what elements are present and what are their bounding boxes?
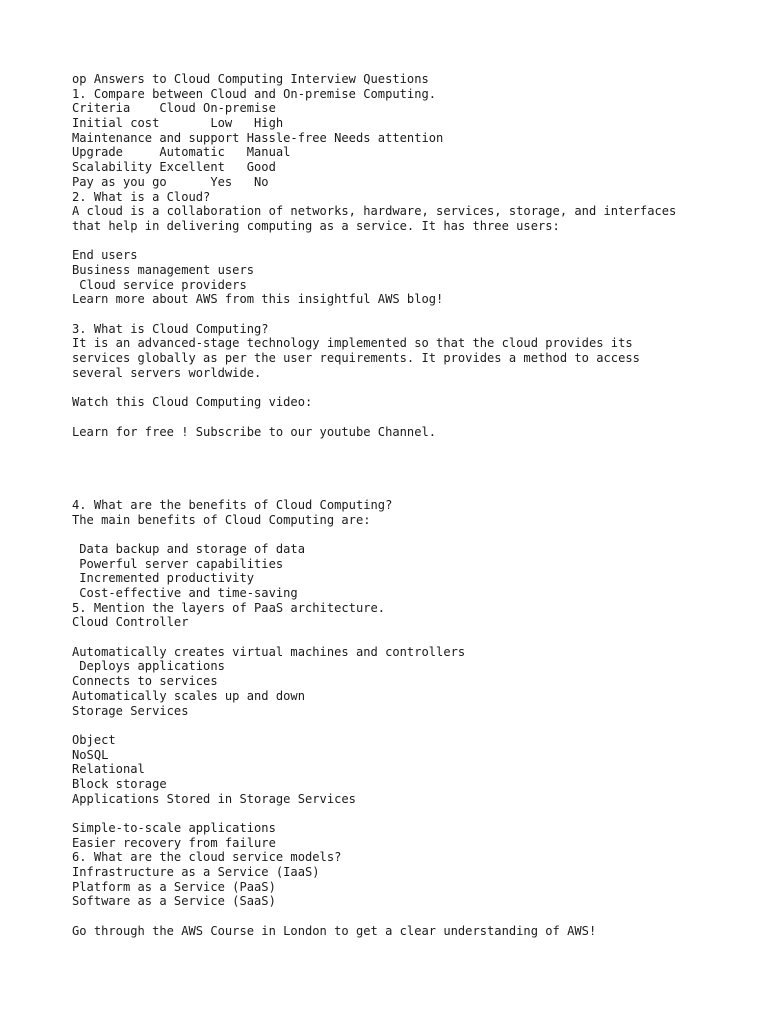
video-text: Watch this Cloud Computing video:: [72, 395, 313, 410]
spacer: [72, 806, 676, 821]
question-2: 2. What is a Cloud?: [72, 189, 211, 204]
video-placeholder-gap: [72, 439, 676, 483]
list-item: NoSQL: [72, 747, 109, 762]
spacer: [72, 410, 676, 425]
list-item: Automatically scales up and down: [72, 688, 305, 703]
answer-line: A cloud is a collaboration of networks, hardware, services, storage, and interfaces: [72, 204, 677, 219]
document-title: op Answers to Cloud Computing Interview Questions: [72, 72, 429, 86]
list-item: Infrastructure as a Service (IaaS): [72, 865, 320, 880]
list-item: Easier recovery from failure: [72, 835, 276, 850]
answer-line: several servers worldwide.: [72, 365, 262, 380]
comparison-table-row: Criteria Cloud On-premise: [72, 101, 276, 116]
document-body: [72, 72, 676, 939]
answer-line: services globally as per the user requirements. It provides a method to access: [72, 351, 640, 366]
layer-heading: Cloud Controller: [72, 615, 189, 630]
list-item: Relational: [72, 762, 145, 777]
layer-heading: Storage Services: [72, 703, 189, 718]
spacer: [72, 234, 676, 249]
spacer: [72, 718, 676, 733]
list-item: Simple-to-scale applications: [72, 821, 276, 835]
comparison-table-row: Pay as you go Yes No: [72, 174, 269, 189]
comparison-table-row: Maintenance and support Hassle-free Needs attention: [72, 130, 444, 145]
comparison-table-row: Scalability Excellent Good: [72, 160, 276, 175]
list-item: End users: [72, 248, 138, 263]
question-4: 4. What are the benefits of Cloud Computing?: [72, 497, 393, 512]
closing-text: Go through the AWS Course in London to get a clear understanding of AWS!: [72, 923, 597, 938]
list-item: Block storage: [72, 776, 167, 791]
list-item: Cost-effective and time-saving: [72, 586, 298, 600]
list-item: Object: [72, 732, 116, 747]
answer-line: It is an advanced-stage technology implemented so that the cloud provides its: [72, 336, 633, 351]
answer-intro: The main benefits of Cloud Computing are:: [72, 512, 371, 527]
spacer: [72, 527, 676, 542]
question-1: 1. Compare between Cloud and On-premise Computing.: [72, 86, 437, 101]
layer-heading: Applications Stored in Storage Services: [72, 791, 356, 806]
list-item: Connects to services: [72, 674, 218, 689]
question-6: 6. What are the cloud service models?: [72, 850, 342, 865]
list-item: Software as a Service (SaaS): [72, 894, 276, 909]
list-item: Data backup and storage of data: [72, 541, 305, 556]
list-item: Business management users: [72, 262, 255, 277]
spacer: [72, 380, 676, 395]
spacer: [72, 307, 676, 322]
subscribe-text: Learn for free ! Subscribe to our youtube Channel.: [72, 424, 437, 439]
list-item: Automatically creates virtual machines and controllers: [72, 644, 466, 659]
spacer: [72, 909, 676, 924]
list-item: Powerful server capabilities: [72, 556, 284, 571]
question-3: 3. What is Cloud Computing?: [72, 321, 269, 336]
list-item: Platform as a Service (PaaS): [72, 879, 276, 894]
answer-line: that help in delivering computing as a service. It has three users:: [72, 218, 560, 233]
comparison-table-row: Upgrade Automatic Manual: [72, 145, 291, 160]
spacer: [72, 483, 676, 498]
spacer: [72, 630, 676, 645]
list-item: Cloud service providers: [72, 277, 247, 292]
question-5: 5. Mention the layers of PaaS architecture.: [72, 600, 386, 615]
list-item: Incremented productivity: [72, 571, 255, 586]
comparison-table-row: Initial cost Low High: [72, 116, 284, 131]
list-item: Deploys applications: [72, 659, 225, 674]
promo-text: Learn more about AWS from this insightful AWS blog!: [72, 292, 444, 307]
